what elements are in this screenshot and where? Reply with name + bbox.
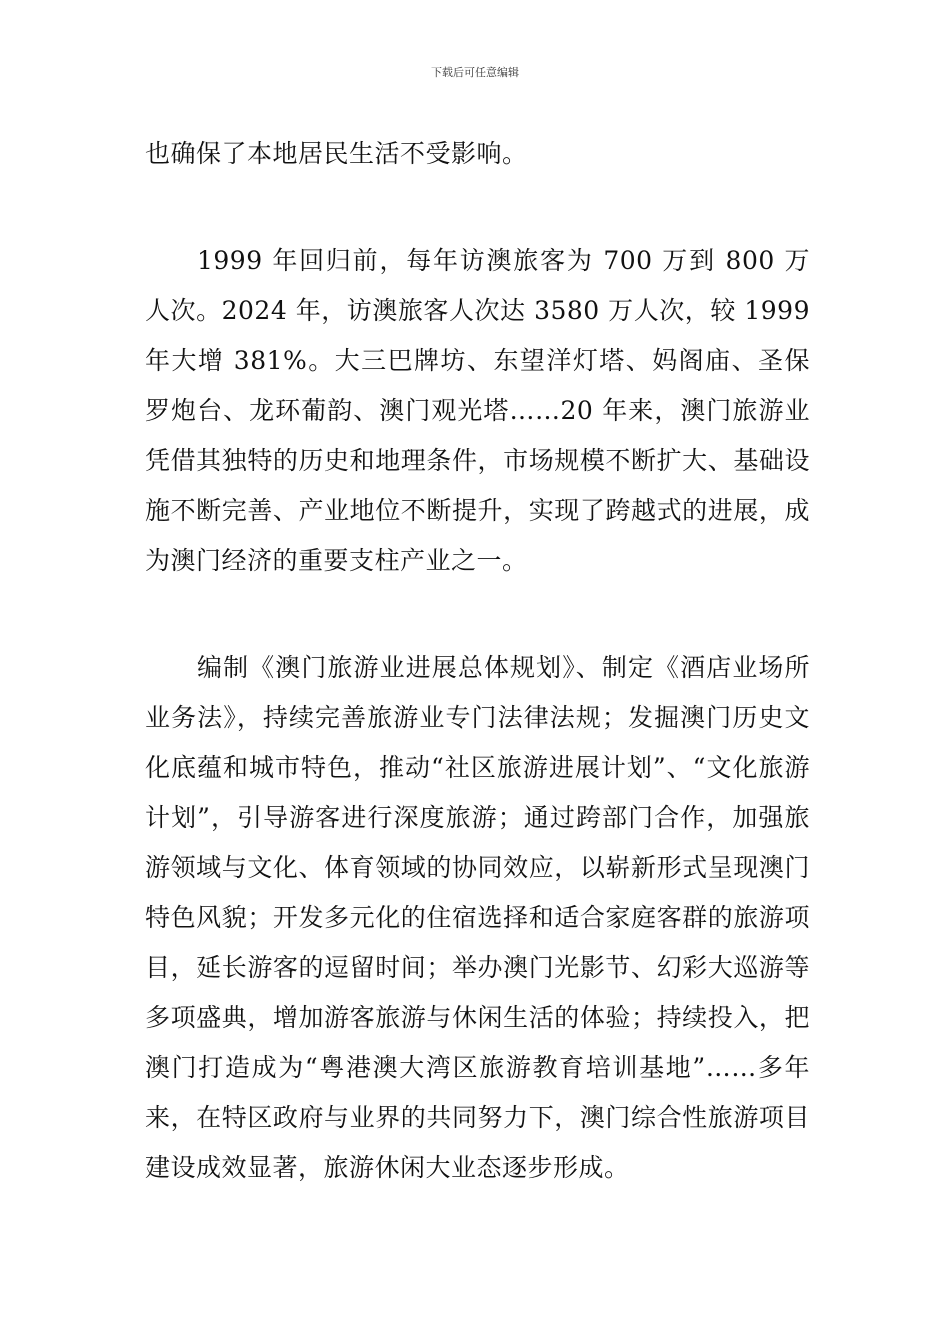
paragraph-gap [145,179,810,236]
paragraph-tourism-policy: 编制《澳门旅游业进展总体规划》、制定《酒店业场所业务法》，持续完善旅游业专门法律法规；发掘澳门历史文化底蕴和城市特色，推动“社区旅游进展计划”、“文化旅游计划”，引导游客进行深度旅游；通过跨部门合作，加强旅游领域与文化、体育领域的协同效应，以崭新形式呈现澳门特色风貌；开发多元化的住宿选择和适合家庭客群的旅游项目，延长游客的逗留时间；举办澳门光影节、幻彩大巡游等多项盛典，增加游客旅游与休闲生活的体验；持续投入，把澳门打造成为“粤港澳大湾区旅游教育培训基地”……多年来，在特区政府与业界的共同努力下，澳门综合性旅游项目建设成效显著，旅游休闲大业态逐步形成。 [145,653,810,1182]
document-body [145,129,810,1193]
paragraph-gap [145,586,810,643]
paragraph-tourism-growth: 1999 年回归前，每年访澳旅客为 700 万到 800 万人次。2024 年，访澳旅客人次达 3580 万人次，较 1999 年大增 381%。大三巴牌坊、东望洋灯塔、妈阁庙、圣保罗炮台、龙环葡韵、澳门观光塔……20 年来，澳门旅游业凭借其独特的历史和地理条件，市场规模不断扩大、基础设施不断完善、产业地位不断提升，实现了跨越式的进展，成为澳门经济的重要支柱产业之一。 [145,246,810,575]
page-header: 下载后可任意编辑 [431,66,519,79]
paragraph-continuation: 也确保了本地居民生活不受影响。 [145,139,528,168]
